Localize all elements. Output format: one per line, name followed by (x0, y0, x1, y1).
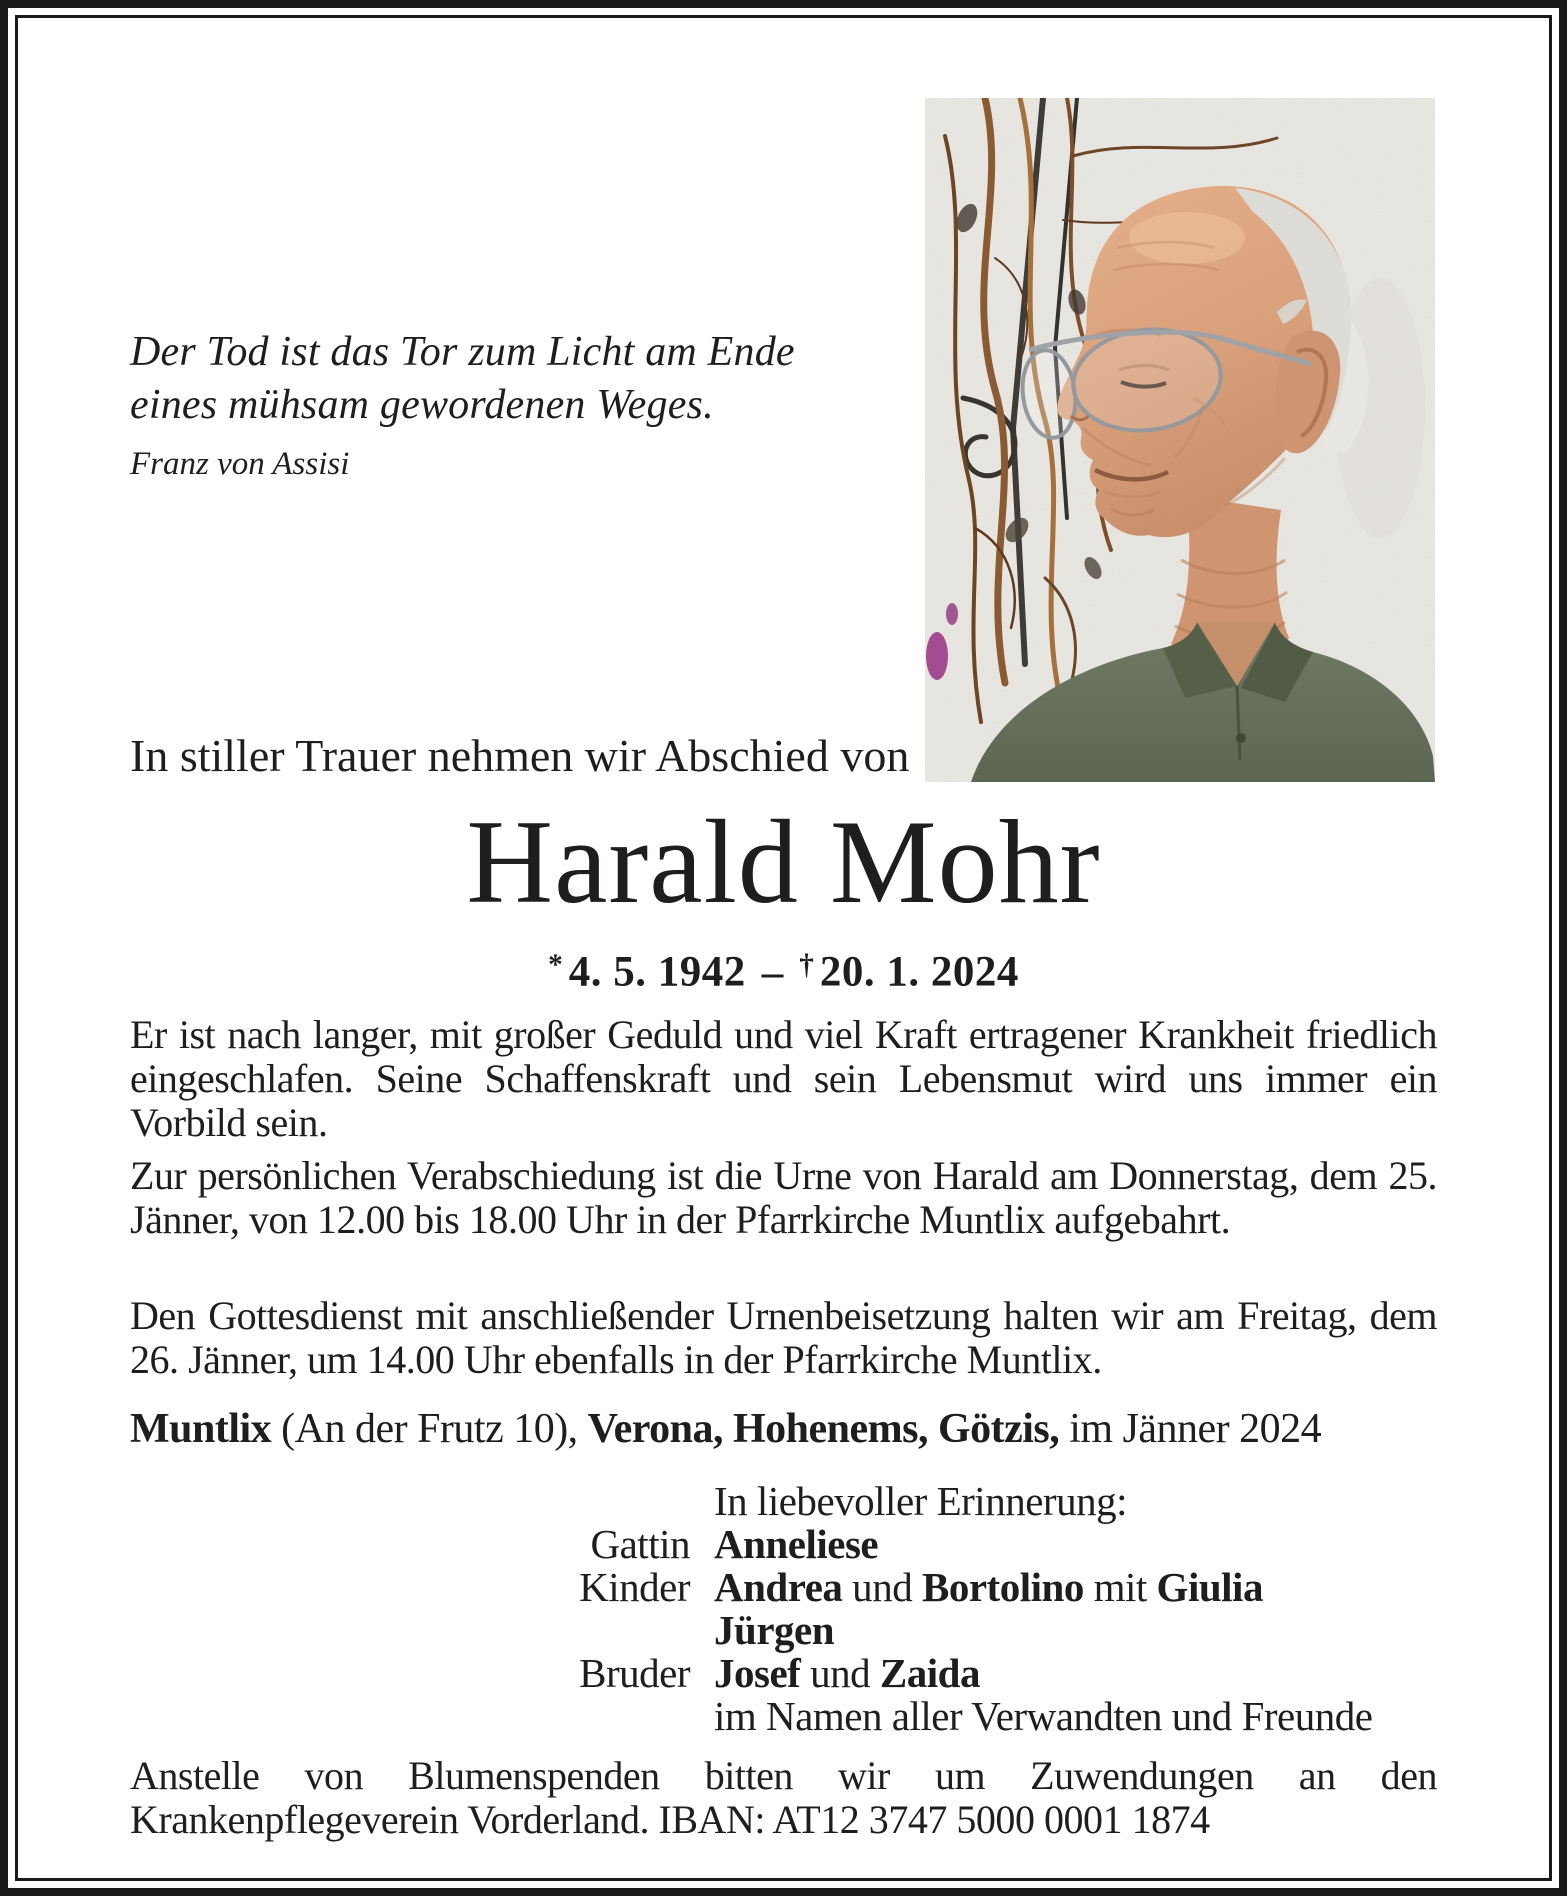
text-segment: Bortolino (921, 1564, 1084, 1610)
death-date: 20. 1. 2024 (819, 948, 1019, 996)
location-line (130, 1406, 1437, 1452)
text-segment: Muntlix (130, 1406, 272, 1452)
quote-attribution: Franz von Assisi (130, 446, 350, 482)
obituary-sheet (15, 15, 1552, 1881)
relative-names (690, 1609, 834, 1652)
deceased-name: Harald Mohr (466, 795, 1101, 928)
text-segment: Zaida (879, 1650, 980, 1696)
text-segment: im Jänner 2024 (1059, 1406, 1322, 1452)
relative-names (690, 1523, 878, 1566)
memoriam-row (130, 1609, 1437, 1652)
text-segment: im Namen aller Verwandten und Freunde (714, 1693, 1373, 1739)
text-segment: Anneliese (714, 1521, 879, 1567)
relative-names (690, 1652, 980, 1695)
memoriam-block (130, 1480, 1437, 1738)
memoriam-row (130, 1652, 1437, 1695)
wake-paragraph: Zur persönlichen Verabschiedung ist die Urne von Harald am Donnerstag, dem 25. Jänner, von 12.00 bis 18.00 Uhr in der Pfarrkirche Muntlix aufgebahrt. (130, 1153, 1437, 1242)
memoriam-header: In liebevoller Erinnerung: (714, 1478, 1128, 1524)
text-segment: mit (1083, 1564, 1157, 1610)
portrait-photo (925, 98, 1435, 782)
birth-date: 4. 5. 1942 (568, 948, 746, 996)
relation-label: Bruder (579, 1650, 690, 1696)
life-dates (130, 940, 1437, 998)
relative-names (690, 1566, 1263, 1609)
farewell-intro: In stiller Trauer nehmen wir Abschied von (130, 730, 910, 781)
memoriam-rows (130, 1523, 1437, 1738)
service-paragraph: Den Gottesdienst mit anschließender Urnenbeisetzung halten wir am Freitag, dem 26. Jänner, um 14.00 Uhr ebenfalls in der Pfarrkirche Muntlix. (130, 1293, 1437, 1382)
text-segment: und (800, 1650, 880, 1696)
quote-line: eines mühsam gewordenen Weges. (130, 382, 714, 428)
relation-label (130, 1609, 690, 1652)
obituary-paragraph: Er ist nach langer, mit großer Geduld und viel Kraft ertragener Krankheit friedlich eingeschlafen. Seine Schaffenskraft und sein Lebensmut wird uns immer ein Vorbild sein. (130, 1012, 1437, 1145)
text-segment: Josef (714, 1650, 801, 1696)
donation-note: Anstelle von Blumenspenden bitten wir um Zuwendungen an den Krankenpflegeverein Vorderland. IBAN: AT12 3747 5000 0001 1874 (130, 1753, 1437, 1842)
death-dagger-icon: † (799, 949, 814, 981)
portrait-photo-illustration (925, 98, 1435, 782)
dates-separator: – (761, 948, 784, 996)
memoriam-row (130, 1566, 1437, 1609)
relation-label: Gattin (590, 1521, 690, 1567)
memorial-quote (130, 326, 795, 432)
quote-line: Der Tod ist das Tor zum Licht am Ende (130, 329, 795, 375)
birth-star-icon: * (548, 949, 563, 981)
text-segment: Andrea (714, 1564, 843, 1610)
memoriam-row (130, 1695, 1437, 1738)
relative-names (690, 1695, 1372, 1738)
text-segment: Verona, Hohenems, Götzis, (587, 1406, 1060, 1452)
relation-label: Kinder (579, 1564, 690, 1610)
text-segment: Giulia (1156, 1564, 1263, 1610)
text-segment: (An der Frutz 10), (271, 1406, 588, 1452)
relation-label (130, 1695, 690, 1738)
text-segment: Jürgen (714, 1607, 835, 1653)
text-segment: und (842, 1564, 922, 1610)
memoriam-row (130, 1523, 1437, 1566)
